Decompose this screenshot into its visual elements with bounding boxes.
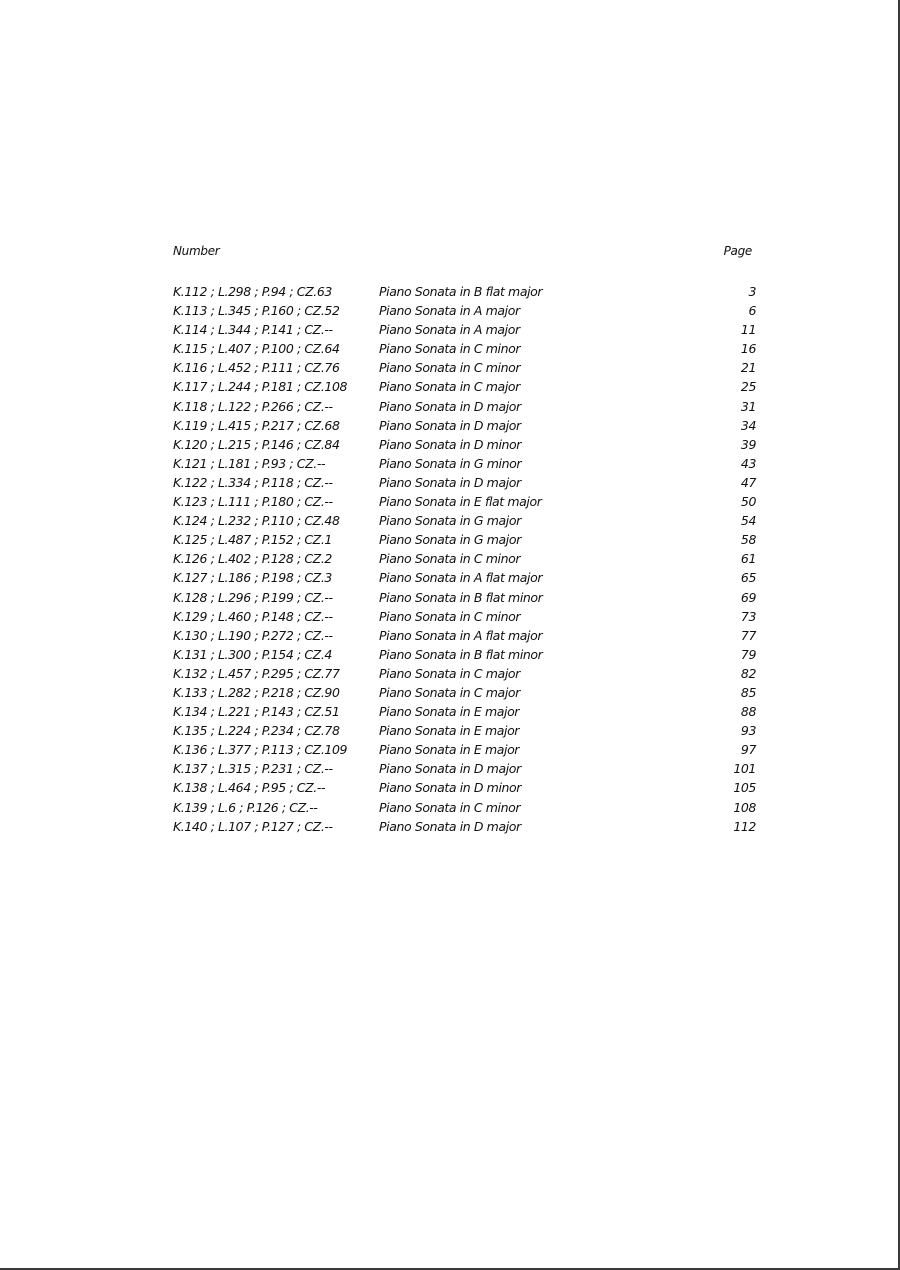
toc-entry [173,377,758,396]
piece-title: Piano Sonata in G major [379,513,521,529]
page-number: 105 [733,780,756,796]
piece-title: Piano Sonata in D major [379,761,521,777]
page-number: 21 [740,360,756,376]
toc-entry [173,282,758,301]
page-number: 3 [748,284,756,299]
catalogue-number: K.121 ; L.181 ; P.93 ; CZ.-- [173,455,326,471]
page-number: 6 [748,303,756,319]
piece-title: Piano Sonata in E major [379,723,520,739]
catalogue-number: K.128 ; L.296 ; P.199 ; CZ.-- [173,589,333,605]
piece-title: Piano Sonata in D minor [379,780,522,796]
catalogue-number: K.132 ; L.457 ; P.295 ; CZ.77 [173,665,340,681]
catalogue-number: K.114 ; L.344 ; P.141 ; CZ.-- [173,322,333,338]
toc-entry [173,626,758,645]
catalogue-number: K.118 ; L.122 ; P.266 ; CZ.-- [173,398,333,414]
page-number: 97 [740,742,756,758]
piece-title: Piano Sonata in D major [379,398,521,414]
catalogue-number: K.119 ; L.415 ; P.217 ; CZ.68 [173,417,340,433]
page-number: 93 [740,723,756,739]
piece-title: Piano Sonata in G major [379,532,521,548]
toc-entry [173,702,758,721]
catalogue-number: K.133 ; L.282 ; P.218 ; CZ.90 [173,684,340,700]
catalogue-number: K.134 ; L.221 ; P.143 ; CZ.51 [173,704,340,720]
toc-entry [173,435,758,454]
toc-entry [173,358,758,377]
page-number: 34 [740,417,756,433]
catalogue-number: K.137 ; L.315 ; P.231 ; CZ.-- [173,761,333,777]
toc-entry [173,454,758,473]
catalogue-number: K.116 ; L.452 ; P.111 ; CZ.76 [173,360,340,376]
piece-title: Piano Sonata in D major [379,474,521,490]
page-number: 47 [740,474,756,490]
page-number: 112 [733,818,756,834]
toc-entry [173,778,758,797]
toc-entry [173,492,758,511]
page-number: 69 [740,589,756,605]
toc-entry [173,320,758,339]
catalogue-number: K.120 ; L.215 ; P.146 ; CZ.84 [173,436,340,452]
catalogue-number: K.127 ; L.186 ; P.198 ; CZ.3 [173,570,332,586]
toc-entry [173,798,758,817]
toc-entry [173,645,758,664]
toc-entry [173,588,758,607]
catalogue-number: K.115 ; L.407 ; P.100 ; CZ.64 [173,341,340,357]
piece-title: Piano Sonata in A flat major [379,570,543,586]
toc-header [173,242,758,262]
page-column-heading: Page [723,244,752,258]
page-number: 50 [740,494,756,510]
toc-entry [173,721,758,740]
piece-title: Piano Sonata in B flat minor [379,646,543,662]
catalogue-number: K.117 ; L.244 ; P.181 ; CZ.108 [173,379,348,395]
toc-entry [173,664,758,683]
page-number: 54 [740,513,756,529]
page-number: 88 [740,704,756,720]
page-number: 65 [740,570,756,586]
catalogue-number: K.112 ; L.298 ; P.94 ; CZ.63 [173,284,332,299]
catalogue-number: K.131 ; L.300 ; P.154 ; CZ.4 [173,646,332,662]
page-number: 85 [740,684,756,700]
piece-title: Piano Sonata in B flat major [379,284,543,299]
piece-title: Piano Sonata in E major [379,742,520,758]
page-number: 39 [740,436,756,452]
piece-title: Piano Sonata in C major [379,684,520,700]
catalogue-number: K.126 ; L.402 ; P.128 ; CZ.2 [173,551,332,567]
piece-title: Piano Sonata in A major [379,303,520,319]
page-number: 108 [733,799,756,815]
page-number: 25 [740,379,756,395]
toc-entry [173,759,758,778]
page-number: 43 [740,455,756,471]
piece-title: Piano Sonata in G minor [379,455,522,471]
catalogue-number: K.135 ; L.224 ; P.234 ; CZ.78 [173,723,340,739]
catalogue-number: K.122 ; L.334 ; P.118 ; CZ.-- [173,474,333,490]
catalogue-number: K.125 ; L.487 ; P.152 ; CZ.1 [173,532,332,548]
catalogue-number: K.136 ; L.377 ; P.113 ; CZ.109 [173,742,348,758]
piece-title: Piano Sonata in E major [379,704,520,720]
toc-entry [173,530,758,549]
toc-entry [173,301,758,320]
catalogue-number: K.140 ; L.107 ; P.127 ; CZ.-- [173,818,333,834]
catalogue-number: K.138 ; L.464 ; P.95 ; CZ.-- [173,780,326,796]
toc-entry [173,568,758,587]
piece-title: Piano Sonata in C minor [379,341,521,357]
toc-entry [173,511,758,530]
catalogue-number: K.113 ; L.345 ; P.160 ; CZ.52 [173,303,340,319]
piece-title: Piano Sonata in B flat minor [379,589,543,605]
toc-entry [173,416,758,435]
piece-title: Piano Sonata in C minor [379,551,521,567]
number-column-heading: Number [173,244,220,258]
catalogue-number: K.130 ; L.190 ; P.272 ; CZ.-- [173,627,333,643]
table-of-contents [173,242,758,834]
page-number: 58 [740,532,756,548]
page-number: 77 [740,627,756,643]
toc-entry [173,549,758,568]
page-number: 11 [740,322,756,338]
piece-title: Piano Sonata in D major [379,818,521,834]
toc-entry-list [173,282,758,836]
page-number: 16 [740,341,756,357]
piece-title: Piano Sonata in D major [379,417,521,433]
toc-entry [173,817,758,836]
page-number: 79 [740,646,756,662]
page-number: 61 [740,551,756,567]
piece-title: Piano Sonata in C minor [379,608,521,624]
catalogue-number: K.124 ; L.232 ; P.110 ; CZ.48 [173,513,340,529]
toc-entry [173,397,758,416]
catalogue-number: K.123 ; L.111 ; P.180 ; CZ.-- [173,494,333,510]
toc-entry [173,607,758,626]
toc-entry [173,740,758,759]
page-number: 73 [740,608,756,624]
toc-entry [173,683,758,702]
toc-entry [173,473,758,492]
piece-title: Piano Sonata in C major [379,379,520,395]
piece-title: Piano Sonata in A major [379,322,520,338]
page-number: 82 [740,665,756,681]
toc-entry [173,339,758,358]
piece-title: Piano Sonata in D minor [379,436,522,452]
piece-title: Piano Sonata in A flat major [379,627,543,643]
piece-title: Piano Sonata in C minor [379,360,521,376]
piece-title: Piano Sonata in C minor [379,799,521,815]
piece-title: Piano Sonata in E flat major [379,494,542,510]
page-number: 101 [733,761,756,777]
page-number: 31 [740,398,756,414]
catalogue-number: K.139 ; L.6 ; P.126 ; CZ.-- [173,799,318,815]
catalogue-number: K.129 ; L.460 ; P.148 ; CZ.-- [173,608,333,624]
piece-title: Piano Sonata in C major [379,665,520,681]
